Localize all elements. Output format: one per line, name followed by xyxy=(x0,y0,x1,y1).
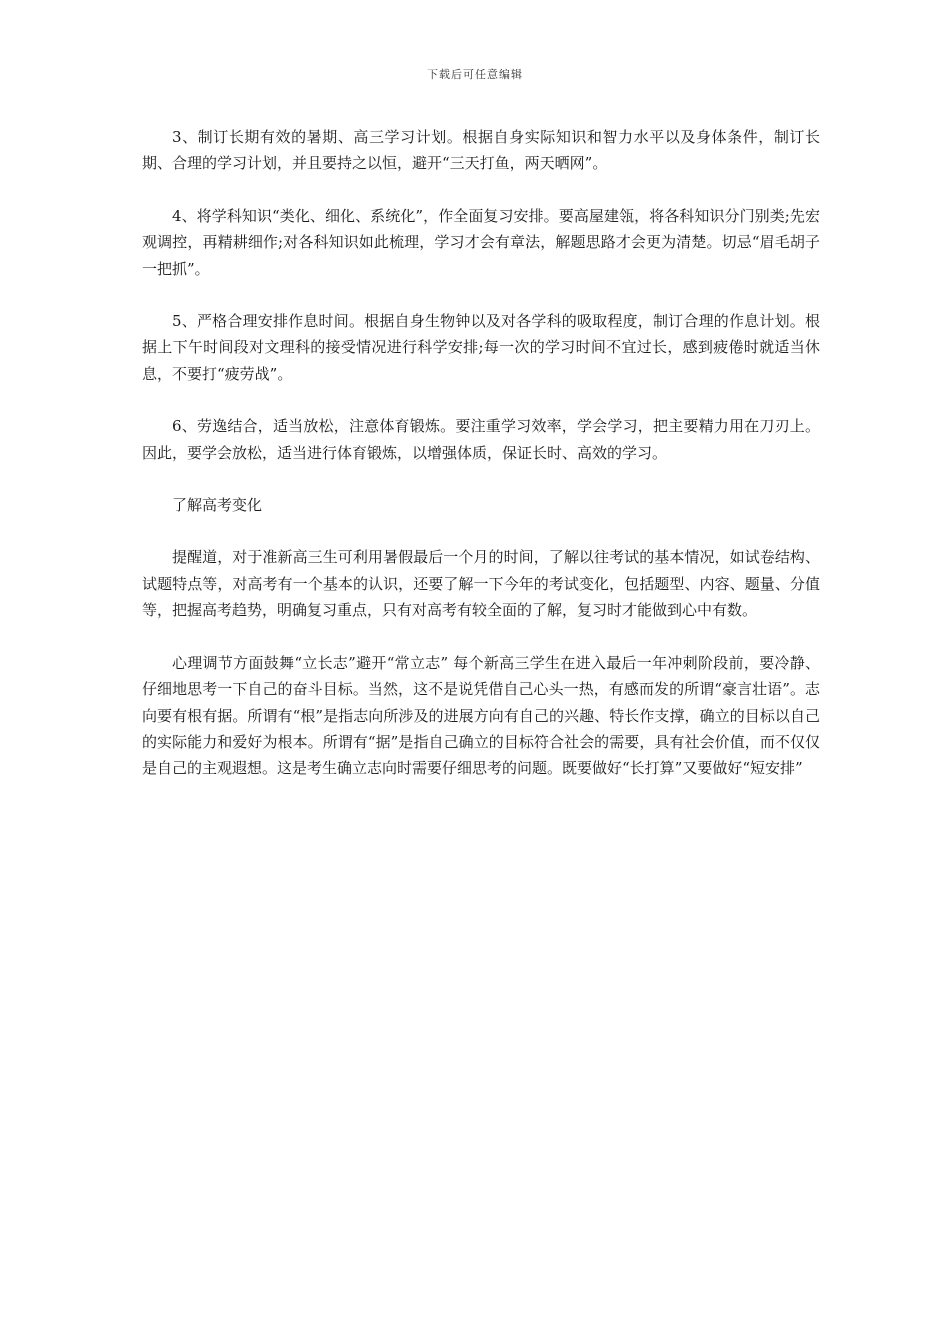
paragraph-rest-exercise: 6、劳逸结合，适当放松，注意体育锻炼。要注重学习效率，学会学习，把主要精力用在刀刃上。因此，要学会放松，适当进行体育锻炼，以增强体质，保证长时、高效的学习。 xyxy=(142,417,820,462)
document-body xyxy=(142,124,820,808)
page-header: 下载后可任意编辑 xyxy=(427,68,523,81)
paragraph-subject-knowledge: 4、将学科知识“类化、细化、系统化”，作全面复习安排。要高屋建瓴，将各科知识分门别类;先宏观调控，再精耕细作;对各科知识如此梳理，学习才会有章法，解题思路才会更为清楚。切忌“眉毛胡子一把抓”。 xyxy=(142,206,820,278)
paragraph-exam-changes: 提醒道，对于准新高三生可利用暑假最后一个月的时间，了解以往考试的基本情况，如试卷结构、试题特点等，对高考有一个基本的认识，还要了解一下今年的考试变化，包括题型、内容、题量、分值等，把握高考趋势，明确复习重点，只有对高考有较全面的了解，复习时才能做到心中有数。 xyxy=(142,548,820,620)
paragraph-schedule: 5、严格合理安排作息时间。根据自身生物钟以及对各学科的吸取程度，制订合理的作息计划。根据上下午时间段对文理科的接受情况进行科学安排;每一次的学习时间不宜过长，感到疲倦时就适当休息，不要打“疲劳战”。 xyxy=(142,312,820,383)
section-heading-exam-changes: 了解高考变化 xyxy=(172,496,263,515)
paragraph-study-plan: 3、制订长期有效的暑期、高三学习计划。根据自身实际知识和智力水平以及身体条件，制订长期、合理的学习计划，并且要持之以恒，避开“三天打鱼，两天晒网”。 xyxy=(142,128,820,173)
paragraph-psychology: 心理调节方面鼓舞“立长志”避开“常立志” 每个新高三学生在进入最后一年冲刺阶段前，要冷静、仔细地思考一下自己的奋斗目标。当然，这不是说凭借自己心头一热，有感而发的所谓“豪言壮语”。志向要有根有据。所谓有“根”是指志向所涉及的进展方向有自己的兴趣、特长作支撑，确立的目标以自己的实际能力和爱好为根本。所谓有“据”是指自己确立的目标符合社会的需要，具有社会价值，而不仅仅是自己的主观遐想。这是考生确立志向时需要仔细思考的问题。既要做好“长打算”又要做好“短安排” xyxy=(142,653,820,778)
